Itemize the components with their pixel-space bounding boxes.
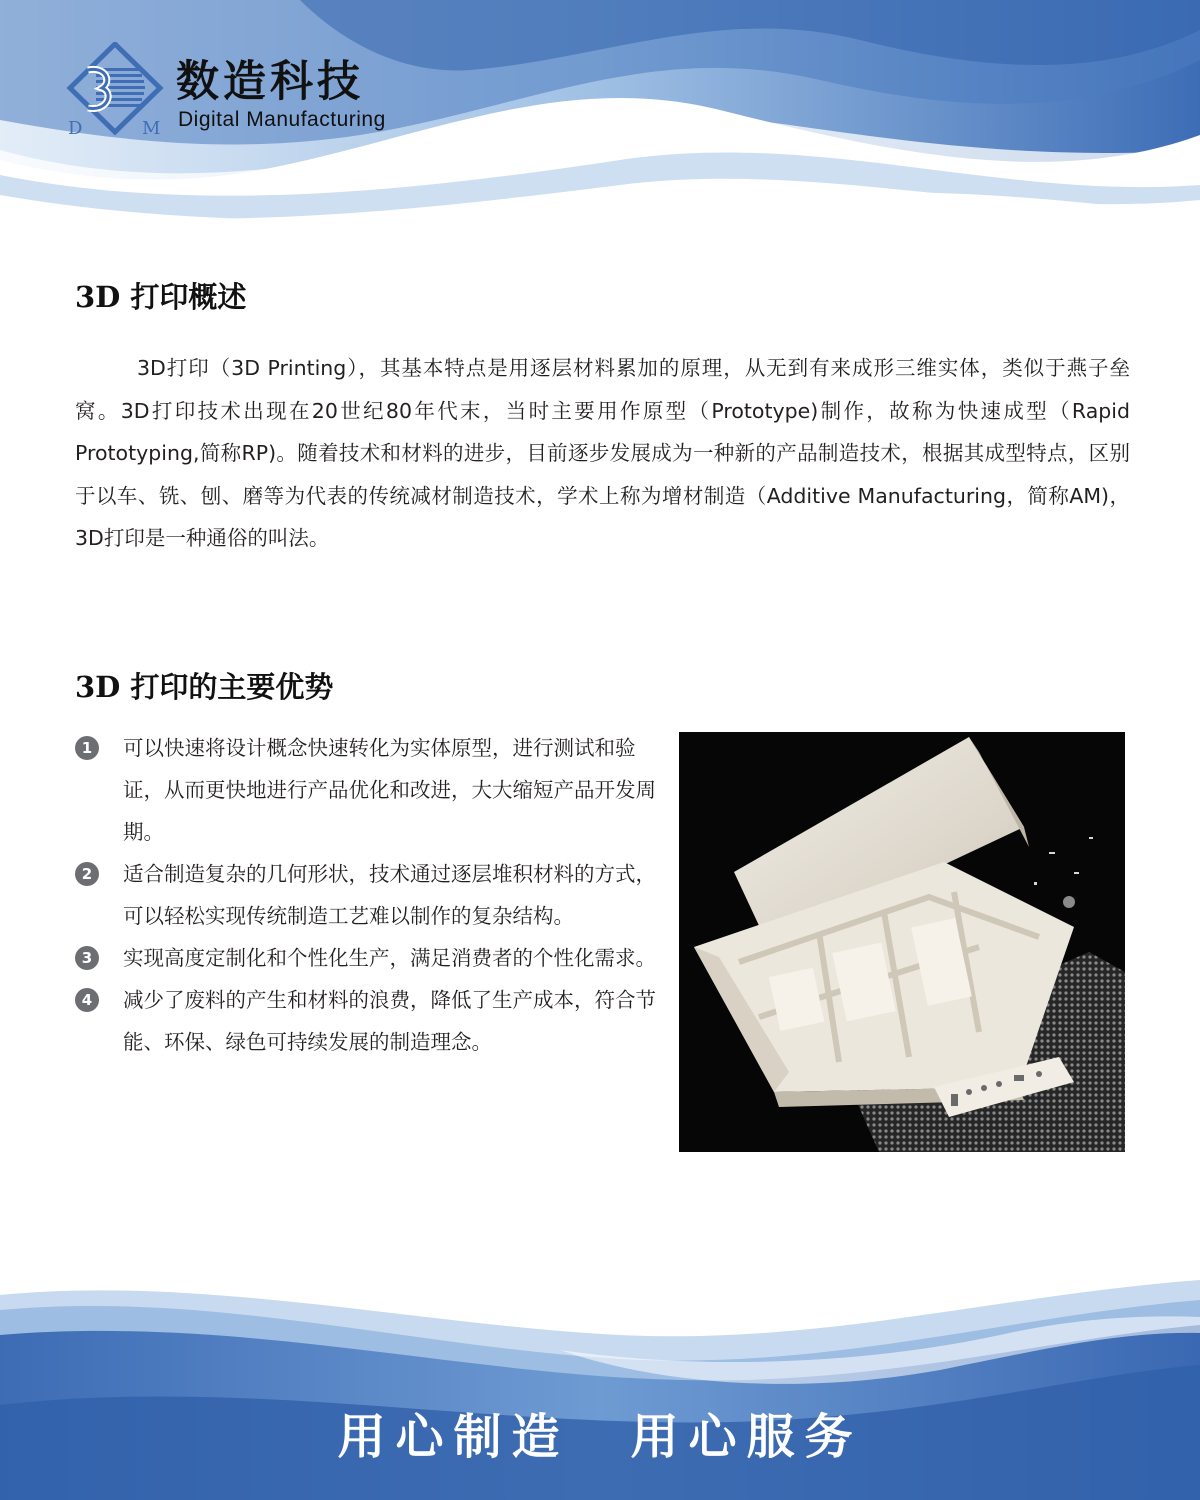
overview-paragraph: 3D打印（3D Printing），其基本特点是用逐层材料累加的原理，从无到有来成形三维实体，类似于燕子垒窝。3D打印技术出现在20世纪80年代末，当时主要用作原型（Prototype)制作，故称为快速成型（Rapid Prototyping,简称RP)。随着技术和材料的进步，目前逐步发展成为一种新的产品制造技术，根据其成型特点，区别于以车、铣、刨、磨等为代表的传统减材制造技术，学术上称为增材制造（Additive Manufacturing，简称AM)，3D打印是一种通俗的叫法。	[75, 356, 1130, 550]
advantages-list	[75, 727, 660, 1063]
slogan-right: 用心服务	[630, 1409, 863, 1465]
number-badge: 1	[75, 736, 99, 760]
printed-part-photo	[679, 732, 1125, 1152]
list-item	[75, 937, 660, 979]
logo-letter-m: M	[142, 118, 161, 138]
logo-letter-d: D	[68, 118, 83, 138]
advantage-text: 可以快速将设计概念快速转化为实体原型，进行测试和验证，从而更快地进行产品优化和改进，大大缩短产品开发周期。	[123, 736, 656, 844]
number-badge: 4	[75, 988, 99, 1012]
slogan-left: 用心制造	[337, 1409, 570, 1465]
list-item	[75, 853, 660, 937]
list-item	[75, 727, 660, 853]
section-title-overview: 3D 打印概述	[75, 280, 247, 314]
section-title-advantages: 3D 打印的主要优势	[75, 670, 334, 704]
company-logo	[66, 42, 164, 138]
brand-name-chinese: 数造科技	[176, 57, 364, 107]
brand-name-english: Digital Manufacturing	[178, 108, 386, 131]
number-badge: 3	[75, 946, 99, 970]
footer-slogan	[0, 1398, 1200, 1467]
advantage-text: 减少了废料的产生和材料的浪费，降低了生产成本，符合节能、环保、绿色可持续发展的制造理念。	[123, 988, 656, 1054]
list-item	[75, 979, 660, 1063]
advantage-text: 适合制造复杂的几何形状，技术通过逐层堆积材料的方式，可以轻松实现传统制造工艺难以制作的复杂结构。	[123, 862, 656, 928]
number-badge: 2	[75, 862, 99, 886]
advantage-text: 实现高度定制化和个性化生产，满足消费者的个性化需求。	[123, 946, 656, 970]
